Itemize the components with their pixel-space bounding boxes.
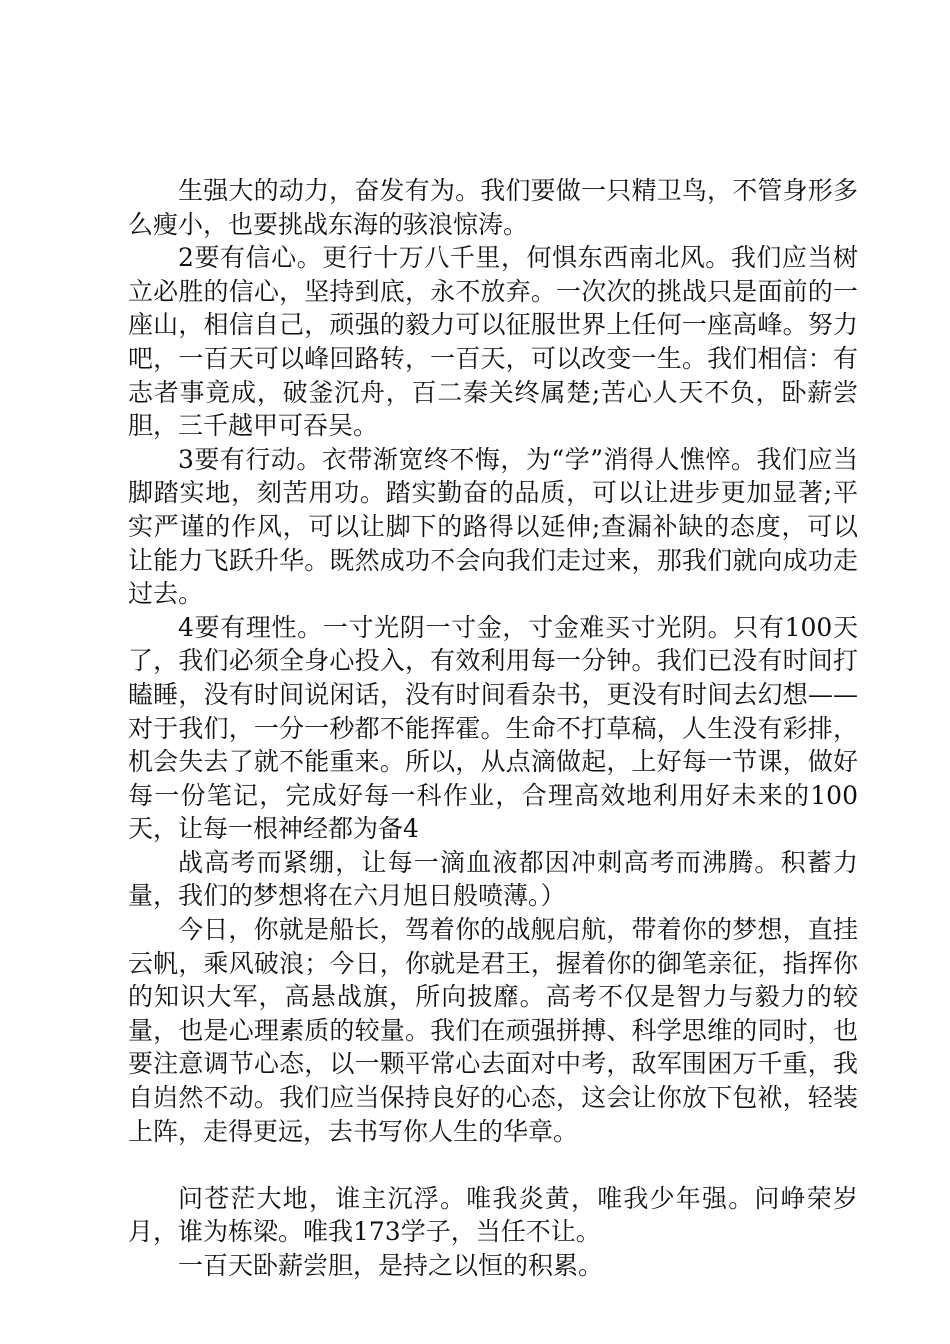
- paragraph-4: 4要有理性。一寸光阴一寸金，寸金难买寸光阴。只有100天了，我们必须全身心投入，有效利用每一分钟。我们已没有时间打瞌睡，没有时间说闲话，没有时间看杂书，更没有时间去幻想——对于我们，一分一秒都不能挥霍。生命不打草稿，人生没有彩排，机会失去了就不能重来。所以，从点滴做起，上好每一节课，做好每一份笔记，完成好每一科作业，合理高效地利用好未来的100天，让每一根神经都为备4: [128, 612, 858, 844]
- paragraph-6: 今日，你就是船长，驾着你的战舰启航，带着你的梦想，直挂云帆，乘风破浪；今日，你就是君王，握着你的御笔亲征，指挥你的知识大军，高悬战旗，所向披靡。高考不仅是智力与毅力的较量，也是心理素质的较量。我们在顽强拼搏、科学思维的同时，也要注意调节心态，以一颗平常心去面对中考，敌军围困万千重，我自岿然不动。我们应当保持良好的心态，这会让你放下包袱，轻装上阵，走得更远，去书写你人生的华章。: [128, 915, 858, 1146]
- paragraph-8: 一百天卧薪尝胆，是持之以恒的积累。: [178, 1251, 604, 1280]
- paragraph-2: 2要有信心。更行十万八千里，何惧东西南北风。我们应当树立必胜的信心，坚持到底，永不放弃。一次次的挑战只是面前的一座山，相信自己，顽强的毅力可以征服世界上任何一座高峰。努力吧，一百天可以峰回路转，一百天，可以改变一生。我们相信：有志者事竟成，破釜沉舟，百二秦关终属楚;苦心人天不负，卧薪尝胆，三千越甲可吞吴。: [128, 243, 858, 441]
- paragraph-5: 战高考而紧绷，让每一滴血液都因冲刺高考而沸腾。积蓄力量，我们的梦想将在六月旭日般喷薄。）: [128, 847, 858, 911]
- paragraph-1: 生强大的动力，奋发有为。我们要做一只精卫鸟，不管身形多么瘦小，也要挑战东海的骇浪惊涛。: [128, 176, 858, 239]
- document-body: [128, 174, 858, 1283]
- paragraph-3: 3要有行动。衣带渐宽终不悔，为“学”消得人憔悴。我们应当脚踏实地，刻苦用功。踏实勤奋的品质，可以让进步更加显著;平实严谨的作风，可以让脚下的路得以延伸;查漏补缺的态度，可以让能力飞跃升华。既然成功不会向我们走过来，那我们就向成功走过去。: [128, 444, 858, 609]
- paragraph-7: 问苍茫大地，谁主沉浮。唯我炎黄，唯我少年强。问峥荣岁月，谁为栋梁。唯我173学子，当任不让。: [128, 1183, 858, 1247]
